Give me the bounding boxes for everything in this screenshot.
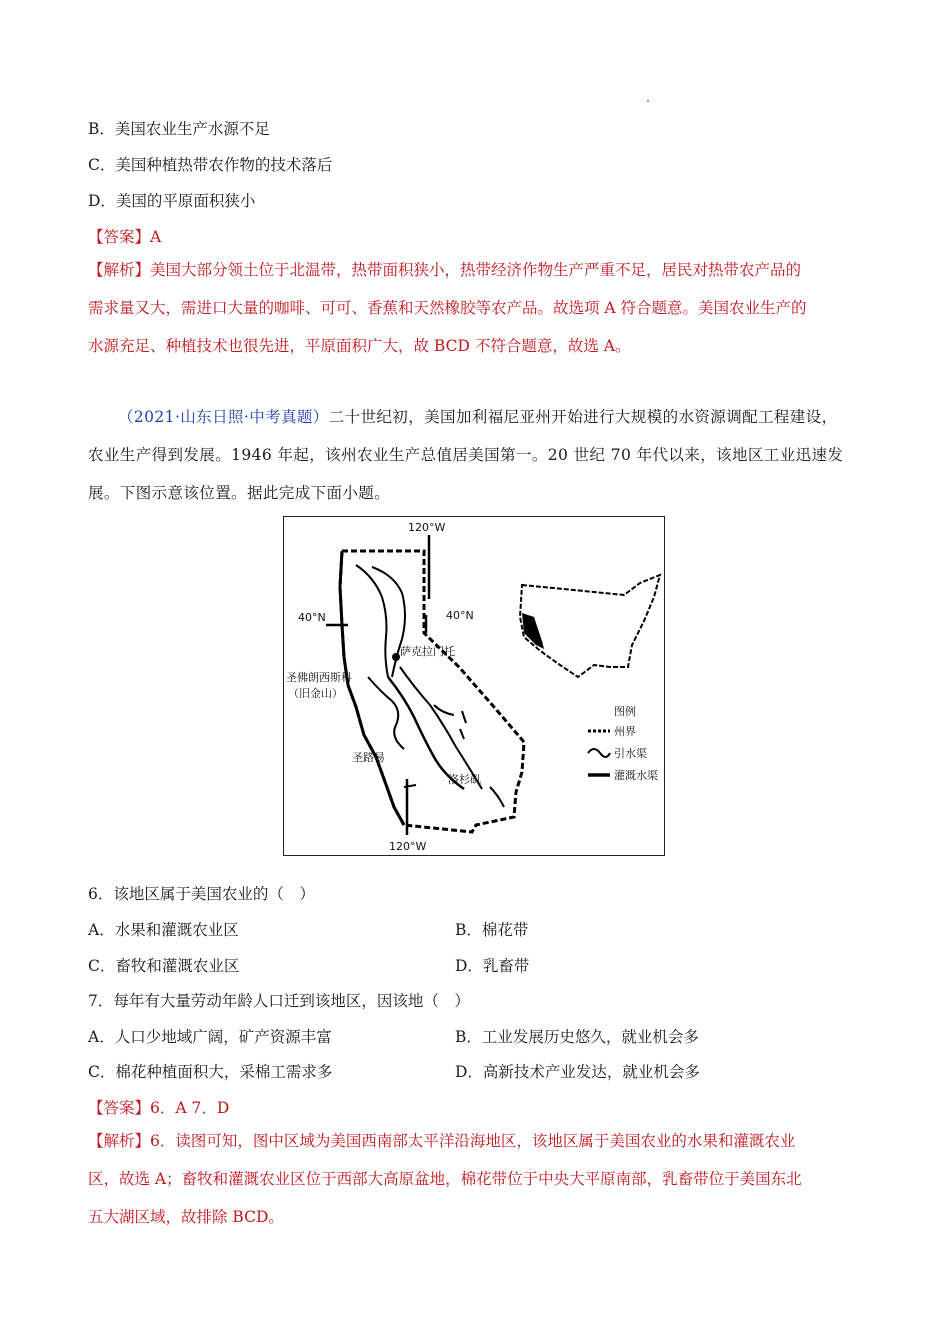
lakes — [460, 711, 466, 739]
label-lat-left: 40°N — [298, 611, 326, 624]
q7-stem: 7．每年有大量劳动年龄人口迁到该地区，因该地（ ） — [88, 992, 470, 1010]
legend-canal: 引水渠 — [614, 747, 647, 760]
answer-value: 6．A 7．D — [150, 1099, 230, 1117]
legend-title: 图例 — [614, 705, 636, 718]
stem-line-2: 农业生产得到发展。1946 年起，该州农业生产总值居美国第一。20 世纪 70 年代以来，该地区工业迅速发 — [88, 446, 844, 464]
stray-dot — [647, 100, 649, 102]
q6-option-b: B．棉花带 — [455, 921, 529, 939]
label-sf-2: （旧金山） — [288, 687, 343, 700]
question-source: （2021·山东日照·中考真题） — [118, 408, 329, 426]
aqueduct — [400, 667, 482, 789]
coastline — [340, 551, 404, 825]
analysis-tag: 【解析】 — [88, 1132, 151, 1150]
us-outline — [520, 575, 660, 677]
q7-option-c: C．棉花种植面积大，采棉工需求多 — [88, 1063, 333, 1081]
analysis-2-line-3: 五大湖区域，故排除 BCD。 — [88, 1208, 284, 1226]
answer-2 — [88, 1096, 229, 1118]
label-la: 洛杉矶 — [448, 773, 481, 786]
california-map — [283, 516, 665, 856]
option-b: B．美国农业生产水源不足 — [88, 120, 270, 138]
label-sacramento: 萨克拉门托 — [400, 645, 455, 658]
analysis-1 — [88, 251, 863, 365]
q7-option-b: B．工业发展历史悠久，就业机会多 — [455, 1028, 699, 1046]
legend-state: 州界 — [614, 725, 636, 738]
stem-line-1: （2021·山东日照·中考真题）二十世纪初，美国加利福尼亚州开始进行大规模的水资源调配工程建设， — [118, 408, 838, 426]
answer-1 — [88, 225, 161, 247]
state-outline — [340, 551, 524, 832]
legend-irrigation: 灌溉水渠 — [614, 769, 658, 782]
answer-tag: 【答案】 — [88, 228, 151, 246]
stem-line-3: 展。下图示意该位置。据此完成下面小题。 — [88, 484, 391, 502]
q6-stem: 6．该地区属于美国农业的（ ） — [88, 885, 315, 903]
label-sf-1: 圣佛朗西斯科 — [286, 671, 352, 684]
analysis-1-line-3: 水源充足、种植技术也很先进，平原面积广大，故 BCD 不符合题意，故选 A。 — [88, 337, 631, 355]
answer-value: A — [150, 228, 162, 246]
question-stem — [88, 398, 863, 512]
label-lat-right: 40°N — [446, 609, 474, 622]
q7-option-d: D．高新技术产业发达，就业机会多 — [455, 1063, 700, 1081]
analysis-1-line-1: 【解析】美国大部分领土位于北温带，热带面积狭小，热带经济作物生产严重不足，居民对热带农产品的 — [88, 261, 802, 279]
river-3 — [368, 677, 404, 749]
sacramento-marker — [392, 653, 400, 661]
option-d: D．美国的平原面积狭小 — [88, 192, 256, 210]
analysis-2 — [88, 1122, 863, 1236]
q6-option-c: C．畜牧和灌溉农业区 — [88, 957, 240, 975]
analysis-2-line-2: 区，故选 A；畜牧和灌溉农业区位于西部大高原盆地，棉花带位于中央大平原南部，乳畜带位于美国东北 — [88, 1170, 802, 1188]
la-canal — [490, 787, 504, 807]
river-2 — [372, 567, 405, 677]
map-svg — [284, 517, 664, 855]
river-1 — [356, 565, 388, 677]
q6-option-d: D．乳畜带 — [455, 957, 530, 975]
answer-tag: 【答案】 — [88, 1099, 151, 1117]
q6-option-a: A．水果和灌溉农业区 — [88, 921, 239, 939]
analysis-tag: 【解析】 — [88, 261, 151, 279]
analysis-2-line-1: 【解析】6．读图可知，图中区域为美国西南部太平洋沿海地区，该地区属于美国农业的水果和灌溉农业 — [88, 1132, 796, 1150]
option-c: C．美国种植热带农作物的技术落后 — [88, 156, 333, 174]
label-lon-top: 120°W — [408, 521, 446, 534]
q7-option-a: A．人口少地域广阔，矿产资源丰富 — [88, 1028, 332, 1046]
analysis-1-line-2: 需求量又大，需进口大量的咖啡、可可、香蕉和天然橡胶等农产品。故选项 A 符合题意。美国农业生产的 — [88, 299, 807, 317]
label-lon-bottom: 120°W — [389, 840, 427, 853]
legend-canal-line — [588, 749, 610, 757]
label-st-louis: 圣路易 — [352, 751, 385, 764]
